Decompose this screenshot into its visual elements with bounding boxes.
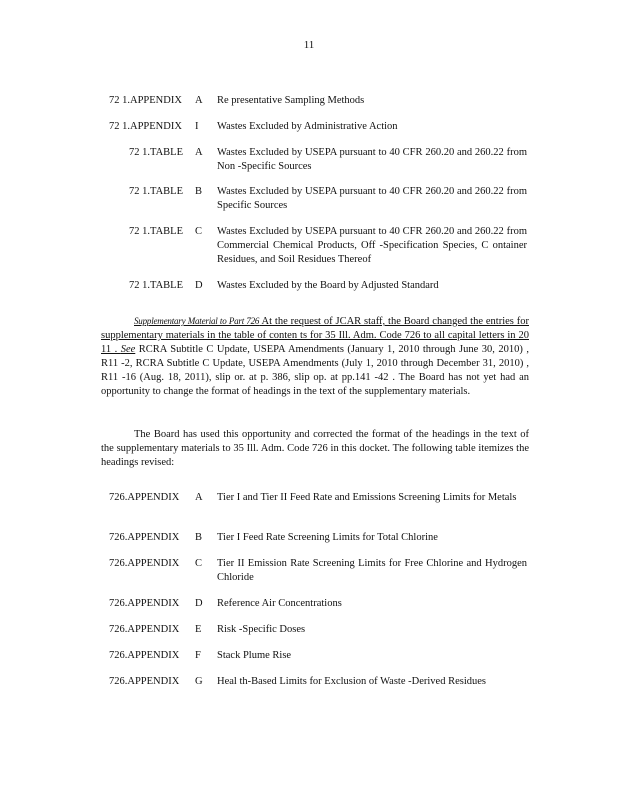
list-item	[129, 279, 527, 293]
list-item	[109, 531, 527, 545]
entry-letter: D	[195, 598, 203, 609]
entry-letter: D	[195, 280, 203, 291]
entry-letter: A	[195, 95, 203, 106]
entry-code: 72 1.TABLE	[129, 186, 183, 197]
citation-signal: See	[120, 344, 136, 355]
entry-description: Tier I and Tier II Feed Rate and Emissions Screening Limits for Metals	[217, 492, 517, 503]
entry-description: Heal th-Based Limits for Exclusion of Waste -Derived Residues	[217, 676, 486, 687]
section-heading: Supplementary Material to Part 726	[134, 316, 260, 326]
entry-description: Wastes Excluded by USEPA pursuant to 40 CFR 260.20 and 260.22 from Specific Sources	[217, 186, 527, 211]
entry-code: 726.APPENDIX	[109, 532, 180, 543]
entry-code: 72 1.TABLE	[129, 226, 183, 237]
entry-description: Tier I Feed Rate Screening Limits for Total Chlorine	[217, 532, 438, 543]
list-item	[129, 146, 527, 174]
list-item	[129, 185, 527, 213]
entry-letter: C	[195, 558, 203, 569]
entry-letter: B	[195, 532, 203, 543]
entry-code: 726.APPENDIX	[109, 650, 180, 661]
entry-description: Re presentative Sampling Methods	[217, 95, 365, 106]
entry-code: 72 1.APPENDIX	[109, 121, 182, 132]
entry-letter: E	[195, 624, 202, 635]
list-item	[109, 597, 527, 611]
entry-code: 726.APPENDIX	[109, 492, 180, 503]
paragraph-text: At the request of JCAR staff, the Board changed the entries for supplementary materials in the table of conten ts for 35 Ill. Adm. Code 726 to all capital letters in 20 11 .	[101, 316, 529, 355]
list-item	[109, 649, 527, 663]
entry-description: Stack Plume Rise	[217, 650, 292, 661]
entry-description: Wastes Excluded by Administrative Action	[217, 121, 398, 132]
list-item	[109, 557, 527, 585]
paragraph-text: The Board has used this opportunity and corrected the format of the headings in the text of the supplementary materials to 35 Ill. Adm. Code 726 in this docket. The following table itemizes the headings revised:	[101, 429, 529, 468]
entry-letter: A	[195, 147, 203, 158]
entry-letter: G	[195, 676, 203, 687]
paragraph-supplementary	[101, 314, 529, 399]
list-item	[109, 623, 527, 637]
entry-description: Wastes Excluded by USEPA pursuant to 40 CFR 260.20 and 260.22 from Commercial Chemical Products, Off -Specification Species, C ontainer Residues, and Soil Residues Thereof	[217, 226, 527, 265]
entry-description: Wastes Excluded by the Board by Adjusted Standard	[217, 280, 439, 291]
entry-letter: C	[195, 226, 203, 237]
entry-letter: B	[195, 186, 203, 197]
entry-code: 726.APPENDIX	[109, 558, 180, 569]
entry-code: 72 1.TABLE	[129, 280, 183, 291]
list-item	[109, 675, 527, 689]
entry-description: Risk -Specific Doses	[217, 624, 306, 635]
entry-letter: A	[195, 492, 203, 503]
entry-description: Tier II Emission Rate Screening Limits for Free Chlorine and Hydrogen Chloride	[217, 558, 527, 583]
entry-letter: I	[195, 121, 199, 132]
entry-code: 726.APPENDIX	[109, 624, 180, 635]
paragraph-text: RCRA Subtitle C Update, USEPA Amendments (January 1, 2010 through June 30, 2010) , R11 -2, RCRA Subtitle C Update, USEPA Amendments (July 1, 2010 through December 31, 2010) , R11 -16 (Aug. 18, 2011), slip or. at p. 386, slip op. at pp.141 -42 . The Board has not yet had an opportunity to change the format of headings in the text of the supplementary materials.	[101, 344, 529, 397]
paragraph-board	[101, 428, 529, 470]
list-item	[109, 491, 527, 505]
list-item	[109, 120, 527, 134]
entry-code: 72 1.TABLE	[129, 147, 183, 158]
entry-description: Wastes Excluded by USEPA pursuant to 40 CFR 260.20 and 260.22 from Non -Specific Sources	[217, 147, 527, 172]
entry-description: Reference Air Concentrations	[217, 598, 342, 609]
entry-code: 726.APPENDIX	[109, 676, 180, 687]
page-number: 11	[303, 39, 315, 51]
entry-letter: F	[195, 650, 201, 661]
entry-code: 72 1.APPENDIX	[109, 95, 182, 106]
list-item	[129, 225, 527, 267]
list-item	[109, 94, 527, 108]
entry-code: 726.APPENDIX	[109, 598, 180, 609]
